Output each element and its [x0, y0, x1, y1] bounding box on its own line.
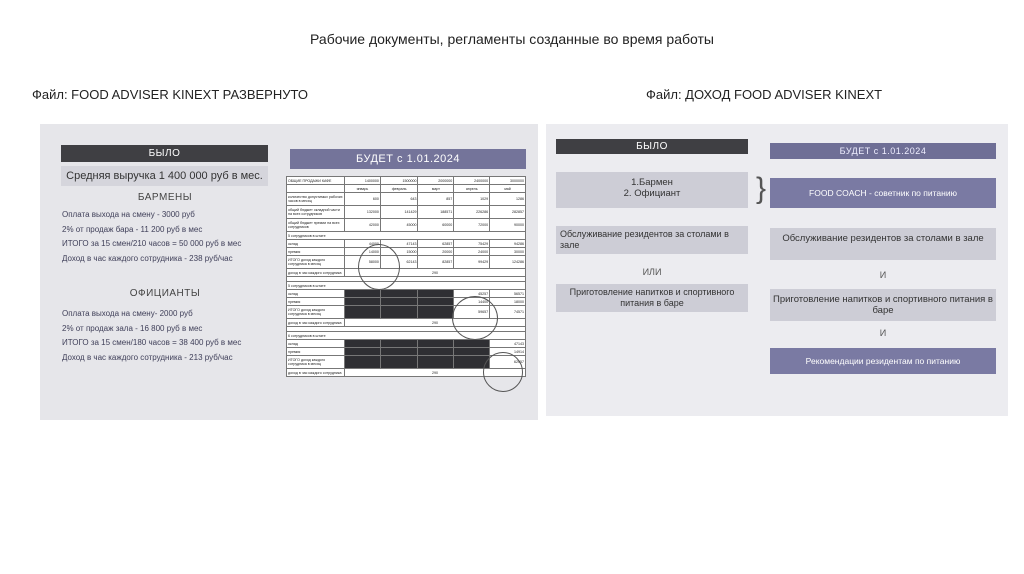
brace: } [756, 172, 767, 205]
waiter-line: Оплата выхода на смену- 2000 руб [62, 309, 193, 318]
table-cell: 1500000 [380, 177, 418, 185]
table-cell: 600 [345, 193, 381, 206]
right-service-box: Обслуживание резидентов за столами в зале [770, 228, 996, 260]
table-row [287, 232, 526, 240]
table-cell: 124286 [490, 256, 526, 269]
redacted-cell [454, 340, 490, 348]
table-row [287, 269, 526, 277]
table-cell: 18000 [490, 298, 526, 306]
left-document-scan [40, 124, 538, 420]
redacted-cell [418, 298, 454, 306]
table-cell: 14400 [454, 298, 490, 306]
table-cell: 94286 [490, 240, 526, 248]
highlight-circle [452, 296, 498, 340]
table-cell: май [490, 185, 526, 193]
waiter-lines [62, 307, 241, 365]
redacted-cell [380, 290, 418, 298]
highlight-circle [483, 352, 523, 392]
table-cell: доход в час каждого сотрудника [287, 269, 345, 277]
bartender-line: 2% от продаж бара - 11 200 руб в мес [62, 224, 203, 234]
table-cell: 74571 [490, 306, 526, 319]
table-cell [287, 185, 345, 193]
table-cell: 290 [345, 369, 526, 377]
redacted-cell [380, 348, 418, 356]
left-service-box: Обслуживание резидентов за столами в зале [556, 226, 748, 254]
table-cell: 1400000 [345, 177, 381, 185]
table-cell: 3000000 [490, 177, 526, 185]
group-title: 5 сотрудников в штате [287, 282, 526, 290]
salary-table [286, 176, 526, 377]
table-cell: ИТОГО доход каждого сотрудника в месяц [287, 356, 345, 369]
redacted-cell [380, 340, 418, 348]
left-drinks-box: Приготовление напитков и спортивного питания в баре [556, 284, 748, 312]
table-cell: премия [287, 348, 345, 356]
table-cell: 1286 [490, 193, 526, 206]
table-cell: ОБЩИЕ ПРОДАЖИ КАФЕ [287, 177, 345, 185]
redacted-cell [454, 348, 490, 356]
table-cell: оклад [287, 240, 345, 248]
table-row [287, 290, 526, 298]
table-row [287, 240, 526, 248]
table-cell: 24000 [454, 248, 490, 256]
file-label-left: Файл: FOOD ADVISER KINEXT РАЗВЕРНУТО [32, 87, 308, 102]
table-cell: ИТОГО доход каждого сотрудника в месяц [287, 256, 345, 269]
redacted-cell [345, 290, 381, 298]
will-header: БУДЕТ с 1.01.2024 [290, 149, 526, 169]
roles-box [556, 172, 748, 208]
redacted-cell [345, 306, 381, 319]
waiter-line: Доход в час каждого сотрудника - 213 руб/час [62, 352, 233, 362]
bartender-lines [62, 208, 241, 266]
table-cell: 99429 [454, 256, 490, 269]
table-cell: 62057 [490, 356, 526, 369]
table-cell: 47143 [490, 340, 526, 348]
right-drinks-box: Приготовление напитков и спортивного питания в баре [770, 289, 996, 321]
table-cell: 226286 [454, 206, 490, 219]
table-cell: 82857 [418, 256, 454, 269]
waiter-line: ИТОГО за 15 смен/180 часов = 38 400 руб в мес [62, 338, 242, 347]
role-item: 1.Бармен [631, 177, 673, 188]
role-item: 2. Официант [623, 188, 681, 199]
table-cell: количество допустимых рабочих часов в месяц [287, 193, 345, 206]
table-cell: 44000 [345, 240, 381, 248]
table-row [287, 340, 526, 348]
table-row [287, 193, 526, 206]
table-cell: 45000 [380, 219, 418, 232]
table-cell: 59657 [454, 306, 490, 319]
table-cell: 290 [345, 269, 526, 277]
table-cell: премия [287, 298, 345, 306]
table-cell: 857 [418, 193, 454, 206]
table-cell: 2400000 [454, 177, 490, 185]
bartenders-title: БАРМЕНЫ [137, 192, 193, 203]
table-cell: доход в час каждого сотрудника [287, 319, 345, 327]
table-row [287, 219, 526, 232]
table-cell: январь [345, 185, 381, 193]
table-cell: 62857 [418, 240, 454, 248]
table-row [287, 177, 526, 185]
and-label: И [879, 328, 887, 338]
table-row [287, 256, 526, 269]
table-cell: 47143 [380, 240, 418, 248]
table-cell: 282857 [490, 206, 526, 219]
table-cell: 643 [380, 193, 418, 206]
table-cell: 90000 [490, 219, 526, 232]
highlight-circle [358, 244, 400, 290]
table-cell: 15000 [380, 248, 418, 256]
table-cell: 60000 [418, 219, 454, 232]
table-cell: 290 [345, 319, 526, 327]
will-header: БУДЕТ с 1.01.2024 [770, 143, 996, 159]
food-coach-box: FOOD COACH - советник по питанию [770, 178, 996, 208]
was-header: БЫЛО [556, 139, 748, 154]
table-cell: общий бюджет окладной части на всех сотрудников [287, 206, 345, 219]
redacted-cell [418, 356, 454, 369]
table-cell: 72000 [454, 219, 490, 232]
and-label: И [879, 270, 887, 280]
table-cell: 58000 [345, 256, 381, 269]
table-cell: премия [287, 248, 345, 256]
table-cell: 75429 [454, 240, 490, 248]
table-cell: февраль [380, 185, 418, 193]
table-cell: 20000 [418, 248, 454, 256]
table-cell: 62143 [380, 256, 418, 269]
table-cell: 1029 [454, 193, 490, 206]
table-cell: 2000000 [418, 177, 454, 185]
redacted-cell [345, 348, 381, 356]
waiter-line: 2% от продаж зала - 16 800 руб в мес [62, 323, 203, 333]
right-document-scan [546, 124, 1008, 416]
redacted-cell [418, 306, 454, 319]
redacted-cell [380, 298, 418, 306]
redacted-cell [380, 306, 418, 319]
table-cell: оклад [287, 290, 345, 298]
table-cell: 132000 [345, 206, 381, 219]
redacted-cell [345, 298, 381, 306]
was-header: БЫЛО [61, 145, 268, 162]
redacted-cell [345, 340, 381, 348]
group-title: 5 сотрудников в штате [287, 232, 526, 240]
slide-title: Рабочие документы, регламенты созданные во время работы [310, 31, 714, 47]
table-cell: 56571 [490, 290, 526, 298]
table-cell: общий бюджет премии на всех сотрудников [287, 219, 345, 232]
table-cell: апрель [454, 185, 490, 193]
table-cell: 42000 [345, 219, 381, 232]
table-cell: ИТОГО доход каждого сотрудника в месяц [287, 306, 345, 319]
table-row [287, 348, 526, 356]
table-row [287, 185, 526, 193]
table-cell: доход в час каждого сотрудника [287, 369, 345, 377]
bartender-line: ИТОГО за 15 смен/210 часов = 50 000 руб в мес [62, 239, 242, 248]
table-cell: 14914 [490, 348, 526, 356]
avg-revenue: Средняя выручка 1 400 000 руб в мес. [61, 166, 268, 186]
table-cell: март [418, 185, 454, 193]
file-label-right: Файл: ДОХОД FOOD ADVISER KINEXT [646, 87, 883, 102]
bartender-line: Доход в час каждого сотрудника - 238 руб/час [62, 253, 233, 263]
redacted-cell [418, 290, 454, 298]
redacted-cell [345, 356, 381, 369]
table-row [287, 206, 526, 219]
redacted-cell [418, 340, 454, 348]
bartender-line: Оплата выхода на смену - 3000 руб [62, 210, 195, 219]
table-cell: 14000 [345, 248, 381, 256]
recommendations-box: Рекомендации резидентам по питанию [770, 348, 996, 374]
redacted-cell [380, 356, 418, 369]
waiters-title: ОФИЦИАНТЫ [129, 288, 201, 299]
table-cell: оклад [287, 340, 345, 348]
table-cell: 188571 [418, 206, 454, 219]
redacted-cell [418, 348, 454, 356]
table-cell: 141429 [380, 206, 418, 219]
table-row [287, 282, 526, 290]
group-title: 6 сотрудников в штате [287, 332, 526, 340]
table-cell: 30000 [490, 248, 526, 256]
table-row [287, 248, 526, 256]
or-label: ИЛИ [642, 267, 662, 277]
table-cell: 45257 [454, 290, 490, 298]
